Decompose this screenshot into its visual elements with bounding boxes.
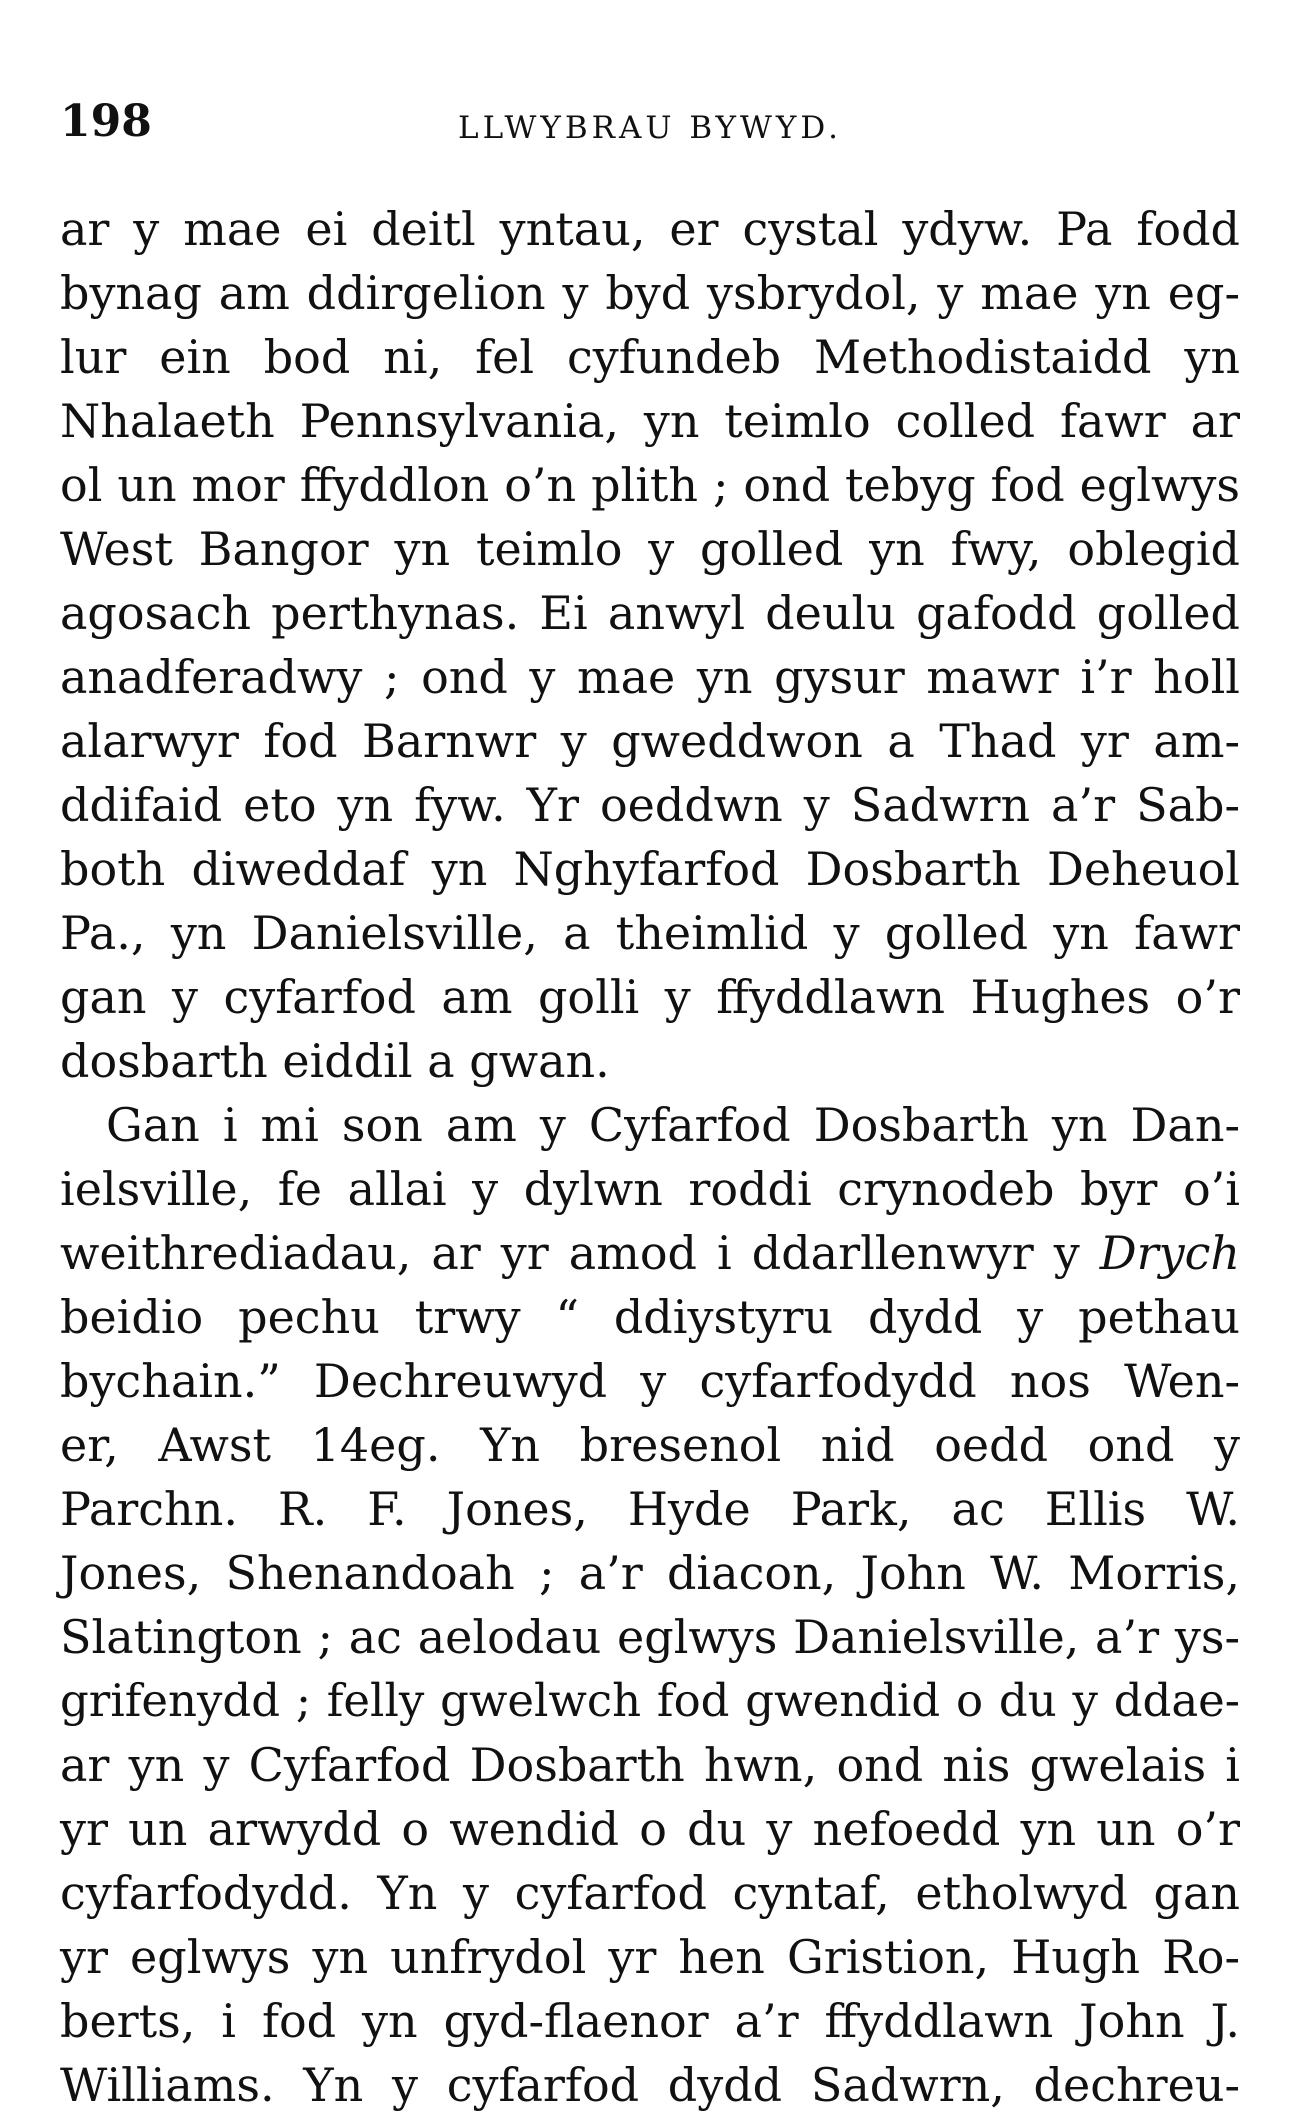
text-line: ar y mae ei deitl yntau, er cystal ydyw. Pa fodd <box>60 202 1240 256</box>
text-line: Gan i mi son am y Cyfarfod Dosbarth yn Dan- <box>106 1098 1240 1152</box>
text-line: alarwyr fod Barnwr y gweddwon a Thad yr am- <box>60 714 1240 768</box>
text-line: anadferadwy ; ond y mae yn gysur mawr i’r holl <box>60 650 1240 704</box>
text-line: ol un mor ffyddlon o’n plith ; ond tebyg fod eglwys <box>60 458 1240 512</box>
newspaper-title: Drych <box>1099 1226 1240 1280</box>
text-line: Parchn. R. F. Jones, Hyde Park, ac Ellis W. <box>60 1482 1240 1536</box>
text-line: grifenydd ; felly gwelwch fod gwendid o du y ddae- <box>60 1674 1240 1727</box>
text-line: dosbarth eiddil a gwan. <box>60 1034 610 1088</box>
text-line: yr eglwys yn unfrydol yr hen Gristion, Hugh Ro- <box>60 1930 1240 1984</box>
text-line: West Bangor yn teimlo y golled yn fwy, oblegid <box>60 522 1240 576</box>
text-line: Nhalaeth Pennsylvania, yn teimlo colled fawr ar <box>60 394 1240 448</box>
text-line: yr un arwydd o wendid o du y nefoedd yn un o’r <box>60 1802 1240 1856</box>
text-fragment: weithrediadau, ar yr amod i ddarllenwyr y <box>60 1226 1100 1280</box>
text-line: Williams. Yn y cyfarfod dydd Sadwrn, dechreu- <box>60 2058 1240 2112</box>
text-line: ddifaid eto yn fyw. Yr oeddwn y Sadwrn a’r Sab- <box>60 778 1240 832</box>
text-line-with-italic <box>60 1221 1240 1285</box>
paragraph-2 <box>60 1093 1240 2117</box>
text-line: Pa., yn Danielsville, a theimlid y golled yn fawr <box>60 906 1240 960</box>
text-line: bynag am ddirgelion y byd ysbrydol, y mae yn eg- <box>60 266 1240 320</box>
text-line: er, Awst 14eg. Yn bresenol nid oedd ond y <box>60 1418 1240 1472</box>
body-text <box>60 197 1240 2117</box>
text-line: ar yn y Cyfarfod Dosbarth hwn, ond nis gwelais i <box>60 1738 1240 1792</box>
running-title: LLWYBRAU BYWYD. <box>458 110 842 146</box>
text-line: Slatington ; ac aelodau eglwys Danielsville, a’r ys- <box>60 1610 1240 1664</box>
text-line: beidio pechu trwy “ ddiystyru dydd y pethau <box>60 1290 1240 1344</box>
text-line: Jones, Shenandoah ; a’r diacon, John W. Morris, <box>60 1546 1240 1600</box>
text-line: agosach perthynas. Ei anwyl deulu gafodd golled <box>60 586 1240 640</box>
text-line: berts, i fod yn gyd-flaenor a’r ffyddlawn John J. <box>60 1994 1240 2048</box>
text-line: lur ein bod ni, fel cyfundeb Methodistaidd yn <box>60 330 1240 384</box>
text-line: ielsville, fe allai y dylwn roddi crynodeb byr o’i <box>60 1162 1240 1216</box>
page-number: 198 <box>60 96 152 147</box>
text-line: cyfarfodydd. Yn y cyfarfod cyntaf, etholwyd gan <box>60 1866 1240 1920</box>
text-line: both diweddaf yn Nghyfarfod Dosbarth Deheuol <box>60 842 1240 896</box>
text-line: bychain.” Dechreuwyd y cyfarfodydd nos Wen- <box>60 1354 1240 1408</box>
paragraph-1 <box>60 197 1240 1093</box>
running-head <box>60 92 1240 152</box>
text-line: gan y cyfarfod am golli y ffyddlawn Hughes o’r <box>60 970 1240 1024</box>
